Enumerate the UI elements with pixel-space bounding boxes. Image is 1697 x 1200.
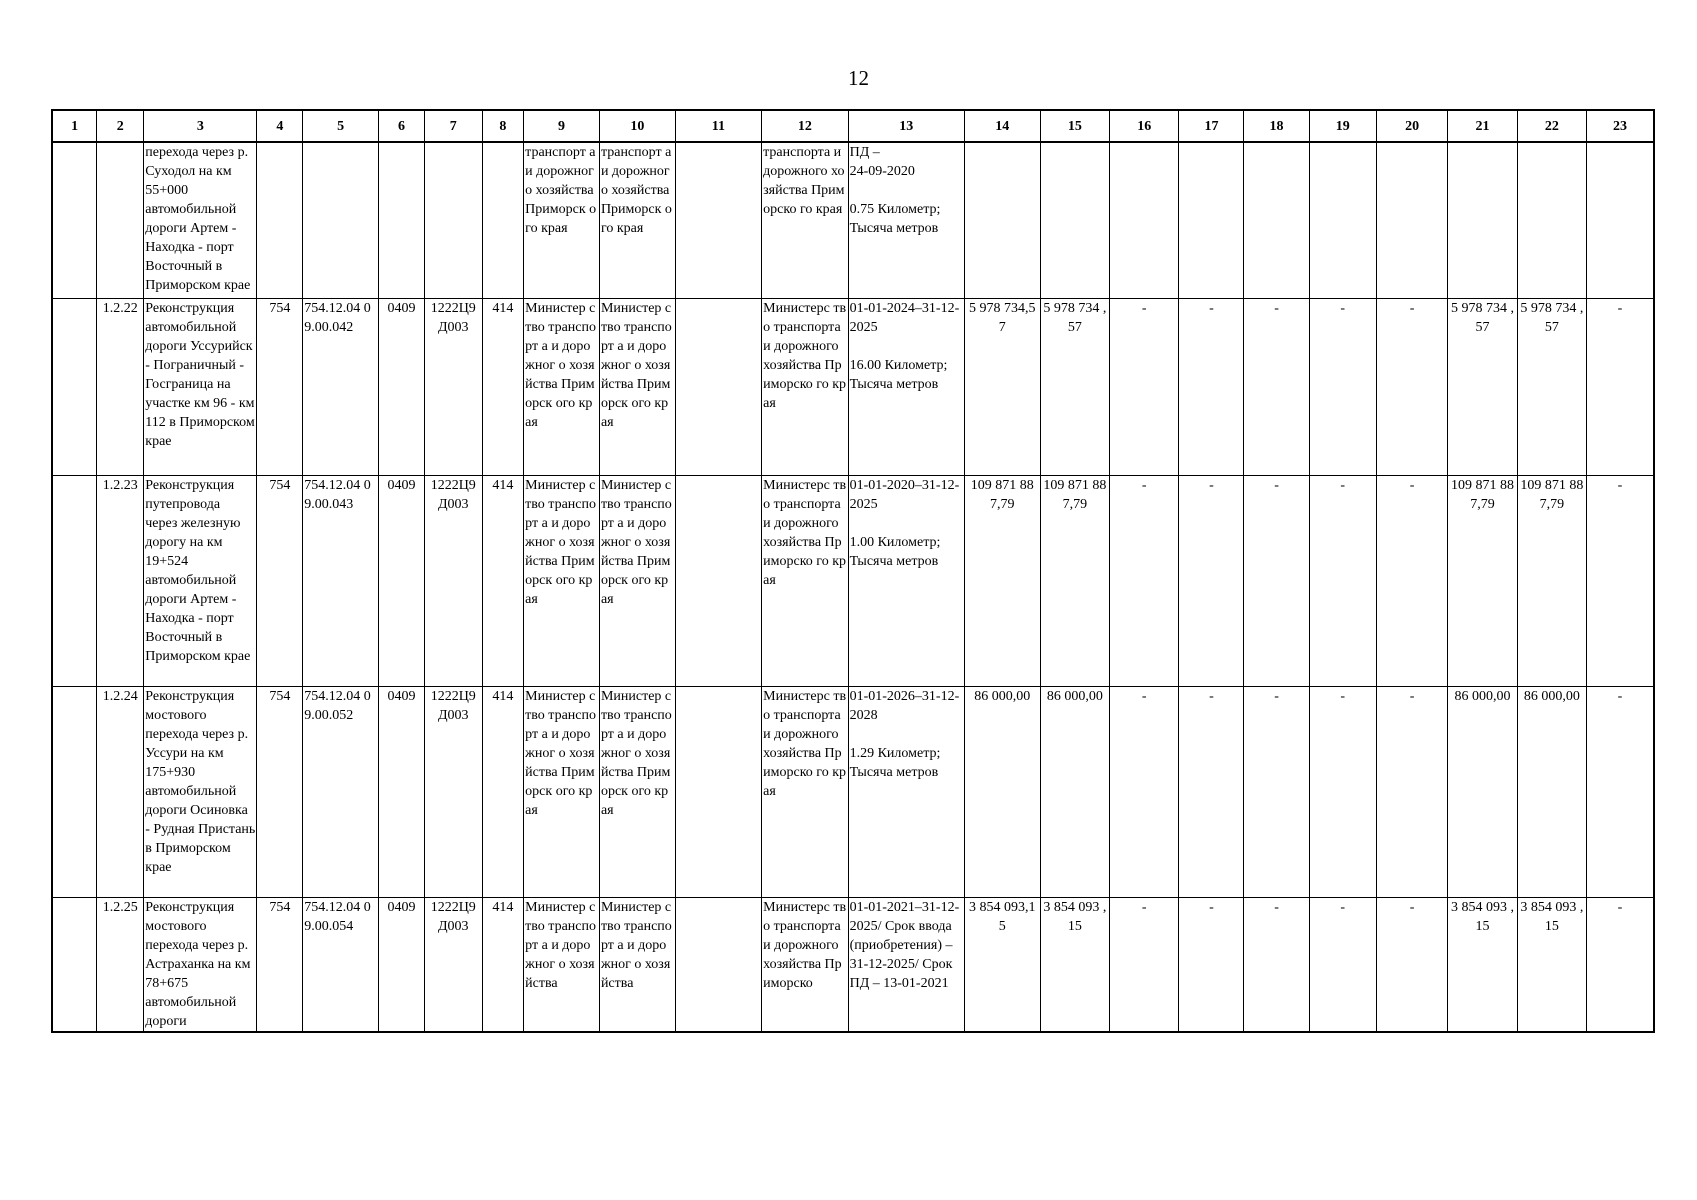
table-cell-col-13: 01-01-2026–31-12-2028 1.29 Километр; Тысяча метров	[848, 686, 964, 897]
table-cell-col-22: 5 978 734 ,57	[1517, 298, 1586, 475]
table-cell-col-1	[52, 298, 97, 475]
table-cell-col-2: 1.2.22	[97, 298, 144, 475]
table-cell-col-9: Министер ство транспорт а и дорожног о хозяйства Приморск ого края	[524, 298, 600, 475]
table-cell-col-18: -	[1244, 897, 1309, 1032]
table-cell-col-20: -	[1376, 897, 1448, 1032]
table-cell-col-8: 414	[482, 897, 524, 1032]
column-header: 16	[1110, 110, 1179, 142]
table-cell-col-2	[97, 142, 144, 298]
table-cell-col-21: 86 000,00	[1448, 686, 1517, 897]
table-cell-col-17: -	[1179, 897, 1244, 1032]
table-cell-col-11	[675, 142, 761, 298]
table-cell-col-23: -	[1587, 897, 1654, 1032]
table-cell-col-23: -	[1587, 475, 1654, 686]
table-cell-col-4	[257, 142, 303, 298]
table-cell-col-7: 1222Ц9 Д003	[424, 686, 482, 897]
table-cell-col-16: -	[1110, 475, 1179, 686]
table-row	[52, 298, 1654, 475]
table-cell-col-10: Министер ство транспорт а и дорожног о хозяйства Приморск ого края	[599, 475, 675, 686]
column-header: 3	[144, 110, 257, 142]
column-header: 15	[1040, 110, 1109, 142]
column-header: 18	[1244, 110, 1309, 142]
table-cell-col-6	[379, 142, 425, 298]
table-cell-col-6: 0409	[379, 897, 425, 1032]
table-row	[52, 142, 1654, 298]
table-cell-col-21	[1448, 142, 1517, 298]
table-cell-col-15: 5 978 734 ,57	[1040, 298, 1109, 475]
table-cell-col-14: 5 978 734,57	[964, 298, 1040, 475]
table-cell-col-5	[303, 142, 379, 298]
table-cell-col-1	[52, 897, 97, 1032]
table-cell-col-13: ПД – 24-09-2020 0.75 Километр; Тысяча метров	[848, 142, 964, 298]
column-header: 20	[1376, 110, 1448, 142]
table-cell-col-3: Реконструкция путепровода через железную дорогу на км 19+524 автомобильной дороги Артем - Находка - порт Восточный в Приморском крае	[144, 475, 257, 686]
table-cell-col-20	[1376, 142, 1448, 298]
table-cell-col-12: Министерс тво транспорта и дорожного хозяйства Приморско го края	[762, 298, 848, 475]
table-cell-col-13: 01-01-2024–31-12-2025 16.00 Километр; Тысяча метров	[848, 298, 964, 475]
table-cell-col-5: 754.12.04 09.00.052	[303, 686, 379, 897]
table-cell-col-20: -	[1376, 686, 1448, 897]
column-header: 1	[52, 110, 97, 142]
table-cell-col-8	[482, 142, 524, 298]
table-cell-col-4: 754	[257, 298, 303, 475]
table-cell-col-23: -	[1587, 298, 1654, 475]
table-cell-col-2: 1.2.23	[97, 475, 144, 686]
header-row	[52, 110, 1654, 142]
column-header: 10	[599, 110, 675, 142]
table-cell-col-9: Министер ство транспорт а и дорожног о хозяйства	[524, 897, 600, 1032]
column-header: 7	[424, 110, 482, 142]
table-cell-col-10: транспорт а и дорожног о хозяйства Приморск ого края	[599, 142, 675, 298]
table-cell-col-8: 414	[482, 298, 524, 475]
column-header: 8	[482, 110, 524, 142]
table-cell-col-6: 0409	[379, 475, 425, 686]
table-cell-col-6: 0409	[379, 686, 425, 897]
column-header: 9	[524, 110, 600, 142]
table-cell-col-8: 414	[482, 475, 524, 686]
column-header: 21	[1448, 110, 1517, 142]
table-cell-col-17	[1179, 142, 1244, 298]
table-cell-col-5: 754.12.04 09.00.043	[303, 475, 379, 686]
table-cell-col-7: 1222Ц9 Д003	[424, 298, 482, 475]
table-cell-col-21: 109 871 887,79	[1448, 475, 1517, 686]
table-cell-col-5: 754.12.04 09.00.054	[303, 897, 379, 1032]
column-header: 4	[257, 110, 303, 142]
table-cell-col-9: транспорт а и дорожног о хозяйства Приморск ого края	[524, 142, 600, 298]
table-row	[52, 686, 1654, 897]
table-cell-col-19	[1309, 142, 1376, 298]
table-cell-col-1	[52, 686, 97, 897]
table-cell-col-13: 01-01-2020–31-12-2025 1.00 Километр; Тысяча метров	[848, 475, 964, 686]
table-cell-col-10: Министер ство транспорт а и дорожног о хозяйства Приморск ого края	[599, 298, 675, 475]
table-cell-col-5: 754.12.04 09.00.042	[303, 298, 379, 475]
table-cell-col-7	[424, 142, 482, 298]
column-header: 6	[379, 110, 425, 142]
table-cell-col-7: 1222Ц9 Д003	[424, 897, 482, 1032]
table-cell-col-22: 86 000,00	[1517, 686, 1586, 897]
table-cell-col-17: -	[1179, 686, 1244, 897]
table-cell-col-15: 109 871 887,79	[1040, 475, 1109, 686]
table-cell-col-19: -	[1309, 475, 1376, 686]
table-cell-col-22	[1517, 142, 1586, 298]
table-cell-col-22: 109 871 887,79	[1517, 475, 1586, 686]
table-cell-col-10: Министер ство транспорт а и дорожног о хозяйства	[599, 897, 675, 1032]
table-cell-col-14: 3 854 093,15	[964, 897, 1040, 1032]
table-cell-col-3: Реконструкция мостового перехода через р. Уссури на км 175+930 автомобильной дороги Осиновка - Рудная Пристань в Приморском крае	[144, 686, 257, 897]
column-header: 19	[1309, 110, 1376, 142]
column-header: 22	[1517, 110, 1586, 142]
table-cell-col-9: Министер ство транспорт а и дорожног о хозяйства Приморск ого края	[524, 686, 600, 897]
table-cell-col-12: транспорта и дорожного хозяйства Приморско го края	[762, 142, 848, 298]
table-cell-col-21: 5 978 734 ,57	[1448, 298, 1517, 475]
table-cell-col-15: 3 854 093 ,15	[1040, 897, 1109, 1032]
table-cell-col-9: Министер ство транспорт а и дорожног о хозяйства Приморск ого края	[524, 475, 600, 686]
column-header: 12	[762, 110, 848, 142]
table-cell-col-15: 86 000,00	[1040, 686, 1109, 897]
table-cell-col-12: Министерс тво транспорта и дорожного хозяйства Приморско го края	[762, 475, 848, 686]
table-cell-col-18	[1244, 142, 1309, 298]
table-cell-col-11	[675, 298, 761, 475]
table-cell-col-20: -	[1376, 475, 1448, 686]
table-cell-col-12: Министерс тво транспорта и дорожного хозяйства Приморско	[762, 897, 848, 1032]
table-cell-col-14	[964, 142, 1040, 298]
table-cell-col-16: -	[1110, 298, 1179, 475]
table-cell-col-4: 754	[257, 475, 303, 686]
table-cell-col-1	[52, 475, 97, 686]
table-cell-col-11	[675, 686, 761, 897]
column-header: 2	[97, 110, 144, 142]
table-cell-col-10: Министер ство транспорт а и дорожног о хозяйства Приморск ого края	[599, 686, 675, 897]
table-cell-col-16: -	[1110, 686, 1179, 897]
table-cell-col-11	[675, 897, 761, 1032]
table-cell-col-8: 414	[482, 686, 524, 897]
column-header: 14	[964, 110, 1040, 142]
table-cell-col-14: 86 000,00	[964, 686, 1040, 897]
data-table	[51, 109, 1655, 1033]
table-cell-col-7: 1222Ц9 Д003	[424, 475, 482, 686]
table-cell-col-11	[675, 475, 761, 686]
column-header: 11	[675, 110, 761, 142]
table-cell-col-2: 1.2.24	[97, 686, 144, 897]
column-header: 13	[848, 110, 964, 142]
table-cell-col-12: Министерс тво транспорта и дорожного хозяйства Приморско го края	[762, 686, 848, 897]
table-cell-col-18: -	[1244, 298, 1309, 475]
table-cell-col-23: -	[1587, 686, 1654, 897]
table-cell-col-19: -	[1309, 897, 1376, 1032]
table-cell-col-17: -	[1179, 298, 1244, 475]
table-cell-col-6: 0409	[379, 298, 425, 475]
table-cell-col-1	[52, 142, 97, 298]
table-row	[52, 897, 1654, 1032]
column-header: 17	[1179, 110, 1244, 142]
table-cell-col-20: -	[1376, 298, 1448, 475]
table-cell-col-16	[1110, 142, 1179, 298]
table-cell-col-14: 109 871 887,79	[964, 475, 1040, 686]
table-cell-col-3: Реконструкция мостового перехода через р. Астраханка на км 78+675 автомобильной дороги	[144, 897, 257, 1032]
table-row	[52, 475, 1654, 686]
table-cell-col-23	[1587, 142, 1654, 298]
table-cell-col-17: -	[1179, 475, 1244, 686]
page-number: 12	[848, 66, 869, 90]
table-cell-col-21: 3 854 093 ,15	[1448, 897, 1517, 1032]
table-cell-col-18: -	[1244, 686, 1309, 897]
table-cell-col-4: 754	[257, 897, 303, 1032]
table-cell-col-4: 754	[257, 686, 303, 897]
column-header: 23	[1587, 110, 1654, 142]
table-cell-col-13: 01-01-2021–31-12-2025/ Срок ввода (приобретения) – 31-12-2025/ Срок ПД – 13-01-2021	[848, 897, 964, 1032]
table-cell-col-16: -	[1110, 897, 1179, 1032]
table-cell-col-3: перехода через р. Суходол на км 55+000 автомобильной дороги Артем - Находка - порт Восточный в Приморском крае	[144, 142, 257, 298]
table-cell-col-2: 1.2.25	[97, 897, 144, 1032]
table-cell-col-19: -	[1309, 686, 1376, 897]
column-header: 5	[303, 110, 379, 142]
table-cell-col-15	[1040, 142, 1109, 298]
table-cell-col-3: Реконструкция автомобильной дороги Уссурийск - Пограничный - Госграница на участке км 96 - км 112 в Приморском крае	[144, 298, 257, 475]
table-cell-col-18: -	[1244, 475, 1309, 686]
table-cell-col-22: 3 854 093 ,15	[1517, 897, 1586, 1032]
table-cell-col-19: -	[1309, 298, 1376, 475]
